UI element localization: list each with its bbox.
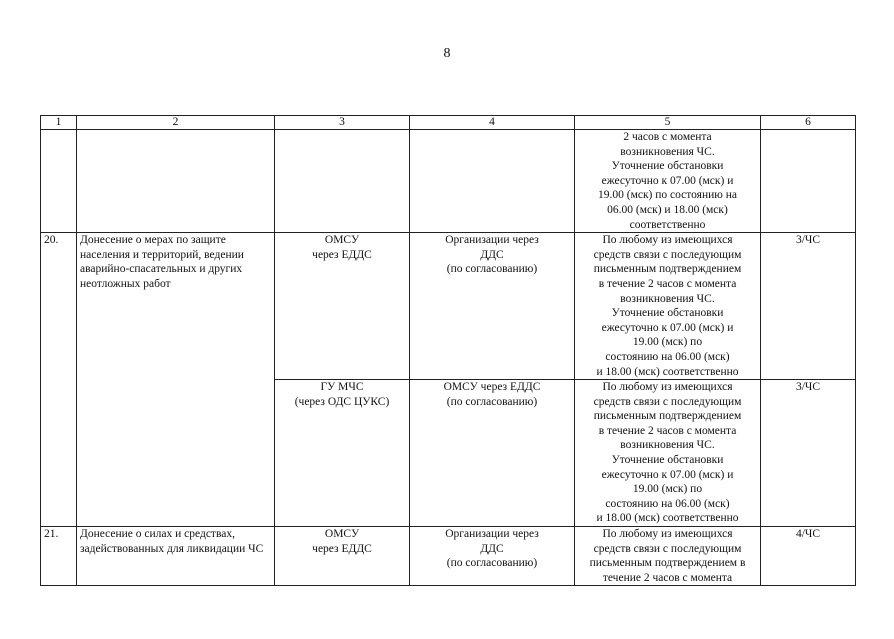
- cell-procedure: 2 часов с момента возникновения ЧС. Уточнение обстановки ежесуточно к 07.00 (мск) и 19.00 (мск) по состоянию на 06.00 (мск) и 18.00 (мск) соответственно: [575, 130, 761, 233]
- report-table: [40, 115, 856, 586]
- cell-empty: [41, 130, 77, 233]
- cell-procedure: По любому из имеющихся средств связи с последующим письменным подтверждением в течение 2 часов с момента возникновения ЧС. Уточнение обстановки ежесуточно к 07.00 (мск) и 19.00 (мск) по состоянию на 06.00 (мск) и 18.00 (мск) соответственно: [575, 233, 761, 380]
- cell-empty: [275, 130, 410, 233]
- page-number: 8: [443, 46, 451, 61]
- cell-sender: Организации через ДДС (по согласованию): [410, 233, 575, 380]
- table-row-21: [41, 527, 856, 586]
- cell-form: 3/ЧС: [761, 380, 856, 527]
- cell-recipient: ОМСУ через ЕДДС: [275, 233, 410, 380]
- cell-sender: Организации через ДДС (по согласованию): [410, 527, 575, 586]
- cell-recipient: ОМСУ через ЕДДС: [275, 527, 410, 586]
- header-cell: 4: [410, 116, 575, 130]
- header-cell: 5: [575, 116, 761, 130]
- cell-empty: [761, 130, 856, 233]
- report-title: Донесение о мерах по защите населения и территорий, ведении аварийно-спасательных и других неотложных работ: [77, 233, 275, 527]
- table-header-row: [41, 116, 856, 130]
- cell-empty: [77, 130, 275, 233]
- header-cell: 6: [761, 116, 856, 130]
- cell-procedure: По любому из имеющихся средств связи с последующим письменным подтверждением в течение 2 часов с момента: [575, 527, 761, 586]
- row-number: 21.: [41, 527, 77, 586]
- header-cell: 3: [275, 116, 410, 130]
- cell-empty: [410, 130, 575, 233]
- table-row-continuation: [41, 130, 856, 233]
- cell-form: 3/ЧС: [761, 233, 856, 380]
- row-number: 20.: [41, 233, 77, 527]
- cell-procedure: По любому из имеющихся средств связи с последующим письменным подтверждением в течение 2 часов с момента возникновения ЧС. Уточнение обстановки ежесуточно к 07.00 (мск) и 19.00 (мск) по состоянию на 06.00 (мск) и 18.00 (мск) соответственно: [575, 380, 761, 527]
- header-cell: 2: [77, 116, 275, 130]
- cell-recipient: ГУ МЧС (через ОДС ЦУКС): [275, 380, 410, 527]
- report-title: Донесение о силах и средствах, задействованных для ликвидации ЧС: [77, 527, 275, 586]
- cell-sender: ОМСУ через ЕДДС (по согласованию): [410, 380, 575, 527]
- header-cell: 1: [41, 116, 77, 130]
- cell-form: 4/ЧС: [761, 527, 856, 586]
- table-row-20a: [41, 233, 856, 380]
